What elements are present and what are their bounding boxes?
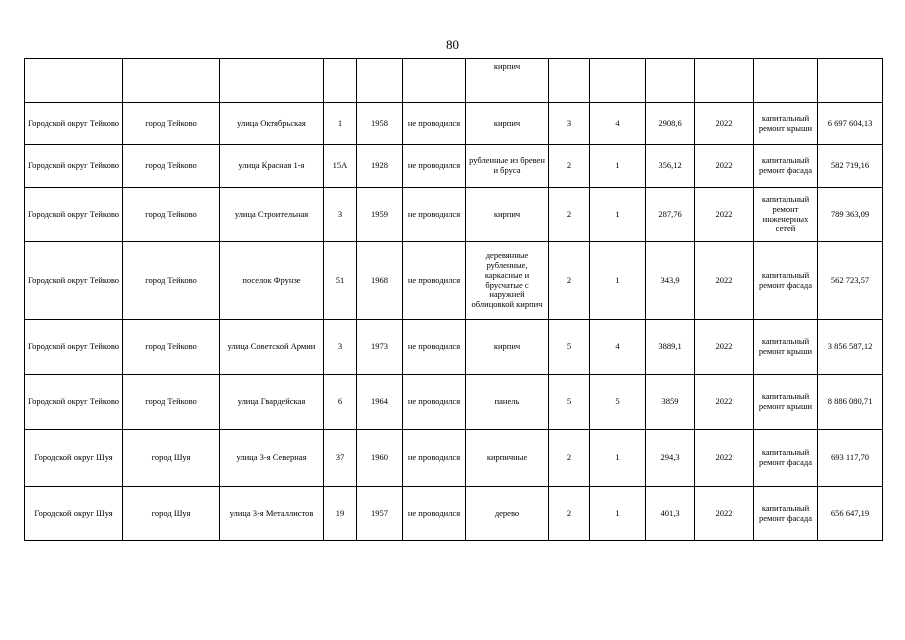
cell-year-planned: 2022 — [695, 188, 754, 242]
cell-year-built — [357, 59, 403, 103]
table-row — [25, 103, 883, 145]
cell-city: город Шуя — [123, 430, 220, 487]
cell-work-type: капитальный ремонт инженерных сетей — [754, 188, 818, 242]
cell-street — [220, 59, 324, 103]
cell-house: 6 — [324, 375, 357, 430]
cell-floors: 5 — [549, 320, 590, 375]
cell-overhaul: не проводился — [403, 430, 466, 487]
cell-overhaul: не проводился — [403, 188, 466, 242]
cell-entrances: 4 — [590, 320, 646, 375]
cell-year-built: 1968 — [357, 242, 403, 320]
table-row — [25, 487, 883, 541]
cell-street: улица Советской Армии — [220, 320, 324, 375]
cell-area: 356,12 — [646, 145, 695, 188]
table-row — [25, 188, 883, 242]
table-row — [25, 145, 883, 188]
cell-entrances: 1 — [590, 430, 646, 487]
cell-material: кирпич — [466, 188, 549, 242]
cell-entrances: 1 — [590, 188, 646, 242]
cell-floors: 2 — [549, 487, 590, 541]
cell-year-planned: 2022 — [695, 103, 754, 145]
cell-city: город Тейково — [123, 320, 220, 375]
cell-entrances: 5 — [590, 375, 646, 430]
cell-material: кирпич — [466, 320, 549, 375]
cell-work-type: капитальный ремонт фасада — [754, 430, 818, 487]
cell-material: деревянные рубленные, каркасные и брусчатые с наружней облицовкой кирпич — [466, 242, 549, 320]
cell-district — [25, 59, 123, 103]
cell-floors: 5 — [549, 375, 590, 430]
cell-overhaul: не проводился — [403, 145, 466, 188]
cell-floors: 3 — [549, 103, 590, 145]
cell-floors: 2 — [549, 242, 590, 320]
cell-work-type: капитальный ремонт крыши — [754, 103, 818, 145]
cell-overhaul: не проводился — [403, 103, 466, 145]
cell-floors: 2 — [549, 188, 590, 242]
cell-year-planned: 2022 — [695, 145, 754, 188]
cell-district: Городской округ Шуя — [25, 487, 123, 541]
cell-area: 2908,6 — [646, 103, 695, 145]
cell-street: улица Гвардейская — [220, 375, 324, 430]
cell-area: 3889,1 — [646, 320, 695, 375]
cell-city: город Тейково — [123, 375, 220, 430]
cell-year-planned: 2022 — [695, 430, 754, 487]
cell-floors: 2 — [549, 430, 590, 487]
cell-cost — [818, 59, 883, 103]
cell-cost: 562 723,57 — [818, 242, 883, 320]
cell-district: Городской округ Тейково — [25, 320, 123, 375]
table-row-partial — [25, 59, 883, 103]
cell-year-built: 1959 — [357, 188, 403, 242]
cell-street: улица Строительная — [220, 188, 324, 242]
cell-year-built: 1957 — [357, 487, 403, 541]
cell-material: кирпичные — [466, 430, 549, 487]
cell-street: улица Октябрьская — [220, 103, 324, 145]
cell-floors: 2 — [549, 145, 590, 188]
cell-house: 1 — [324, 103, 357, 145]
cell-city — [123, 59, 220, 103]
cell-city: город Тейково — [123, 242, 220, 320]
cell-area: 343,9 — [646, 242, 695, 320]
cell-house: 37 — [324, 430, 357, 487]
cell-year-planned: 2022 — [695, 242, 754, 320]
cell-year-planned: 2022 — [695, 375, 754, 430]
cell-street: улица 3-я Северная — [220, 430, 324, 487]
cell-cost: 6 697 604,13 — [818, 103, 883, 145]
cell-house: 51 — [324, 242, 357, 320]
cell-overhaul: не проводился — [403, 375, 466, 430]
cell-material: панель — [466, 375, 549, 430]
cell-district: Городской округ Тейково — [25, 242, 123, 320]
table-row — [25, 430, 883, 487]
cell-cost: 656 647,19 — [818, 487, 883, 541]
cell-overhaul: не проводился — [403, 320, 466, 375]
cell-work-type: капитальный ремонт крыши — [754, 375, 818, 430]
cell-year-planned: 2022 — [695, 487, 754, 541]
cell-district: Городской округ Тейково — [25, 145, 123, 188]
cell-cost: 693 117,70 — [818, 430, 883, 487]
cell-district: Городской округ Тейково — [25, 103, 123, 145]
cell-work-type — [754, 59, 818, 103]
cell-area — [646, 59, 695, 103]
cell-entrances: 1 — [590, 242, 646, 320]
cell-house: 3 — [324, 320, 357, 375]
cell-city: город Тейково — [123, 145, 220, 188]
cell-city: город Тейково — [123, 103, 220, 145]
cell-house: 3 — [324, 188, 357, 242]
cell-district: Городской округ Шуя — [25, 430, 123, 487]
cell-work-type: капитальный ремонт фасада — [754, 487, 818, 541]
cell-area: 287,76 — [646, 188, 695, 242]
cell-work-type: капитальный ремонт фасада — [754, 242, 818, 320]
page-number: 80 — [446, 37, 459, 52]
cell-year-built: 1958 — [357, 103, 403, 145]
cell-material: дерево — [466, 487, 549, 541]
cell-district: Городской округ Тейково — [25, 375, 123, 430]
cell-street: улица Красная 1-я — [220, 145, 324, 188]
cell-house: 19 — [324, 487, 357, 541]
cell-overhaul — [403, 59, 466, 103]
cell-district: Городской округ Тейково — [25, 188, 123, 242]
cell-work-type: капитальный ремонт крыши — [754, 320, 818, 375]
cell-house: 15А — [324, 145, 357, 188]
cell-year-planned: 2022 — [695, 320, 754, 375]
cell-year-built: 1973 — [357, 320, 403, 375]
cell-area: 294,3 — [646, 430, 695, 487]
cell-year-planned — [695, 59, 754, 103]
cell-area: 401,3 — [646, 487, 695, 541]
cell-city: город Шуя — [123, 487, 220, 541]
cell-city: город Тейково — [123, 188, 220, 242]
cell-overhaul: не проводился — [403, 242, 466, 320]
cell-cost: 582 719,16 — [818, 145, 883, 188]
cell-year-built: 1964 — [357, 375, 403, 430]
cell-overhaul: не проводился — [403, 487, 466, 541]
cell-material: кирпич — [466, 103, 549, 145]
cell-entrances: 1 — [590, 145, 646, 188]
cell-house — [324, 59, 357, 103]
cell-area: 3859 — [646, 375, 695, 430]
cell-entrances — [590, 59, 646, 103]
cell-cost: 8 886 080,71 — [818, 375, 883, 430]
table-row — [25, 375, 883, 430]
cell-entrances: 1 — [590, 487, 646, 541]
cell-material: рубленные из бревен и бруса — [466, 145, 549, 188]
cell-floors — [549, 59, 590, 103]
cell-material: кирпич — [466, 59, 549, 103]
cell-street: поселок Фрунзе — [220, 242, 324, 320]
housing-registry-table — [24, 58, 883, 541]
cell-work-type: капитальный ремонт фасада — [754, 145, 818, 188]
cell-entrances: 4 — [590, 103, 646, 145]
table-row — [25, 242, 883, 320]
cell-cost: 3 856 587,12 — [818, 320, 883, 375]
cell-cost: 789 363,09 — [818, 188, 883, 242]
table-row — [25, 320, 883, 375]
cell-year-built: 1928 — [357, 145, 403, 188]
cell-street: улица 3-я Металлистов — [220, 487, 324, 541]
cell-year-built: 1960 — [357, 430, 403, 487]
